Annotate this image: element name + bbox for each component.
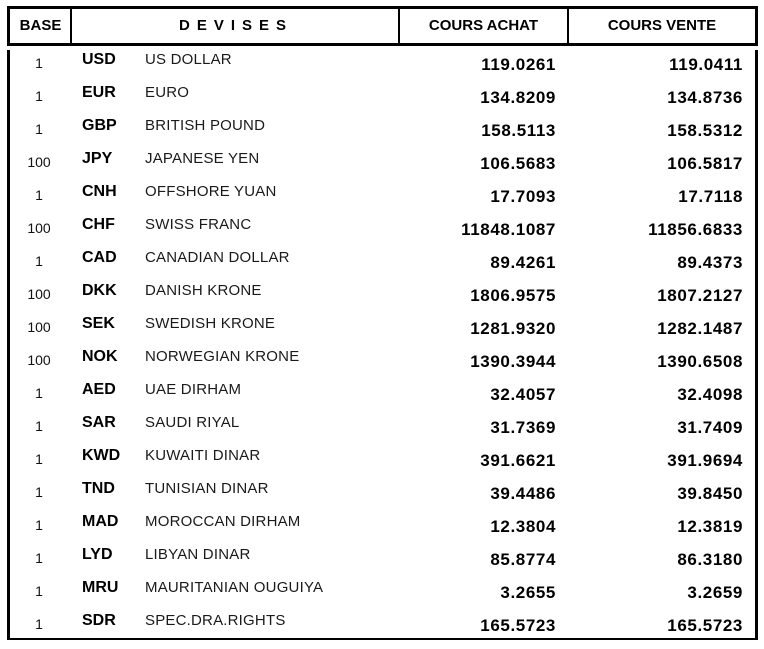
base-cell: 100 bbox=[27, 318, 51, 335]
sell-rate: 1807.2127 bbox=[657, 285, 743, 305]
base-cell: 1 bbox=[35, 417, 43, 434]
table-row bbox=[7, 211, 758, 244]
base-cell: 1 bbox=[35, 516, 43, 533]
column-header-devises: DEVISES bbox=[178, 16, 294, 34]
sell-rate: 106.5817 bbox=[667, 153, 743, 173]
sell-rate: 134.8736 bbox=[667, 87, 743, 107]
sell-rate: 31.7409 bbox=[677, 417, 743, 437]
base-cell: 1 bbox=[35, 483, 43, 500]
currency-code: CAD bbox=[82, 248, 117, 266]
base-cell: 100 bbox=[27, 153, 51, 170]
base-cell: 1 bbox=[35, 54, 43, 71]
table-row bbox=[7, 409, 758, 442]
sell-rate: 165.5723 bbox=[667, 615, 743, 635]
sell-rate: 11856.6833 bbox=[648, 219, 743, 239]
currency-name: BRITISH POUND bbox=[145, 117, 266, 134]
buy-rate: 89.4261 bbox=[490, 252, 556, 272]
base-cell: 1 bbox=[35, 87, 43, 104]
table-row bbox=[7, 607, 758, 640]
table-row bbox=[7, 178, 758, 211]
table-row bbox=[7, 145, 758, 178]
buy-rate: 165.5723 bbox=[480, 615, 556, 635]
currency-name: MOROCCAN DIRHAM bbox=[145, 513, 301, 530]
base-cell: 1 bbox=[35, 549, 43, 566]
table-row bbox=[7, 376, 758, 409]
table-row bbox=[7, 475, 758, 508]
currency-code: JPY bbox=[82, 149, 113, 167]
table-row bbox=[7, 574, 758, 607]
sell-rate: 89.4373 bbox=[677, 252, 743, 272]
currency-code: CNH bbox=[82, 182, 117, 200]
buy-rate: 158.5113 bbox=[481, 120, 556, 140]
buy-rate: 134.8209 bbox=[480, 87, 556, 107]
currency-name: SWEDISH KRONE bbox=[145, 315, 276, 332]
base-cell: 1 bbox=[35, 582, 43, 599]
currency-code: USD bbox=[82, 50, 116, 68]
buy-rate: 119.0261 bbox=[481, 54, 556, 74]
buy-rate: 1390.3944 bbox=[470, 351, 556, 371]
sell-rate: 39.8450 bbox=[677, 483, 743, 503]
currency-code: GBP bbox=[82, 116, 117, 134]
sell-rate: 158.5312 bbox=[667, 120, 743, 140]
table-row bbox=[7, 46, 758, 79]
currency-name: TUNISIAN DINAR bbox=[145, 480, 269, 497]
header-right-border bbox=[755, 6, 758, 46]
buy-rate: 106.5683 bbox=[480, 153, 556, 173]
base-cell: 1 bbox=[35, 615, 43, 632]
base-cell: 1 bbox=[35, 384, 43, 401]
currency-name: LIBYAN DINAR bbox=[145, 546, 251, 563]
base-cell: 1 bbox=[35, 186, 43, 203]
sell-rate: 391.9694 bbox=[667, 450, 743, 470]
currency-name: UAE DIRHAM bbox=[145, 381, 242, 398]
sell-rate: 32.4098 bbox=[677, 384, 743, 404]
currency-name: MAURITANIAN OUGUIYA bbox=[145, 579, 324, 596]
sell-rate: 17.7118 bbox=[678, 186, 743, 206]
base-cell: 1 bbox=[35, 120, 43, 137]
currency-name: SAUDI RIYAL bbox=[145, 414, 240, 431]
currency-code: KWD bbox=[82, 446, 121, 464]
currency-name: EURO bbox=[145, 84, 190, 101]
buy-rate: 1806.9575 bbox=[470, 285, 556, 305]
currency-name: KUWAITI DINAR bbox=[145, 447, 261, 464]
table-row bbox=[7, 442, 758, 475]
table-row bbox=[7, 343, 758, 376]
base-cell: 100 bbox=[27, 219, 51, 236]
buy-rate: 31.7369 bbox=[490, 417, 556, 437]
currency-code: NOK bbox=[82, 347, 118, 365]
base-cell: 100 bbox=[27, 351, 51, 368]
currency-name: SPEC.DRA.RIGHTS bbox=[145, 612, 286, 629]
currency-code: TND bbox=[82, 479, 115, 497]
sell-rate: 12.3819 bbox=[677, 516, 743, 536]
column-header-base: BASE bbox=[19, 16, 62, 34]
base-cell: 100 bbox=[27, 285, 51, 302]
sell-rate: 1282.1487 bbox=[657, 318, 743, 338]
table-row bbox=[7, 244, 758, 277]
currency-name: JAPANESE YEN bbox=[145, 150, 260, 167]
currency-code: SDR bbox=[82, 611, 116, 629]
currency-code: LYD bbox=[82, 545, 113, 563]
buy-rate: 12.3804 bbox=[490, 516, 556, 536]
currency-code: SAR bbox=[82, 413, 116, 431]
table-row bbox=[7, 541, 758, 574]
table-body bbox=[7, 46, 758, 640]
currency-name: US DOLLAR bbox=[145, 51, 232, 68]
currency-code: CHF bbox=[82, 215, 115, 233]
table-row bbox=[7, 277, 758, 310]
buy-rate: 3.2655 bbox=[500, 582, 556, 602]
table-row bbox=[7, 508, 758, 541]
buy-rate: 11848.1087 bbox=[461, 219, 556, 239]
buy-rate: 391.6621 bbox=[480, 450, 556, 470]
exchange-rate-table bbox=[7, 6, 758, 640]
sell-rate: 1390.6508 bbox=[657, 351, 743, 371]
currency-code: MAD bbox=[82, 512, 119, 530]
currency-name: DANISH KRONE bbox=[145, 282, 262, 299]
table-row bbox=[7, 79, 758, 112]
sell-rate: 119.0411 bbox=[669, 54, 743, 74]
base-cell: 1 bbox=[35, 252, 43, 269]
buy-rate: 32.4057 bbox=[490, 384, 556, 404]
currency-name: OFFSHORE YUAN bbox=[145, 183, 277, 200]
currency-code: AED bbox=[82, 380, 116, 398]
currency-code: SEK bbox=[82, 314, 115, 332]
currency-code: MRU bbox=[82, 578, 119, 596]
column-header-cours-achat: COURS ACHAT bbox=[428, 16, 539, 34]
base-cell: 1 bbox=[35, 450, 43, 467]
buy-rate: 39.4486 bbox=[490, 483, 556, 503]
currency-code: DKK bbox=[82, 281, 117, 299]
currency-name: SWISS FRANC bbox=[145, 216, 252, 233]
currency-name: CANADIAN DOLLAR bbox=[145, 249, 290, 266]
sell-rate: 86.3180 bbox=[677, 549, 743, 569]
table-row bbox=[7, 310, 758, 343]
currency-code: EUR bbox=[82, 83, 116, 101]
buy-rate: 17.7093 bbox=[490, 186, 556, 206]
sell-rate: 3.2659 bbox=[687, 582, 743, 602]
column-header-cours-vente: COURS VENTE bbox=[607, 16, 717, 34]
buy-rate: 85.8774 bbox=[490, 549, 556, 569]
buy-rate: 1281.9320 bbox=[470, 318, 556, 338]
currency-name: NORWEGIAN KRONE bbox=[145, 348, 300, 365]
table-row bbox=[7, 112, 758, 145]
